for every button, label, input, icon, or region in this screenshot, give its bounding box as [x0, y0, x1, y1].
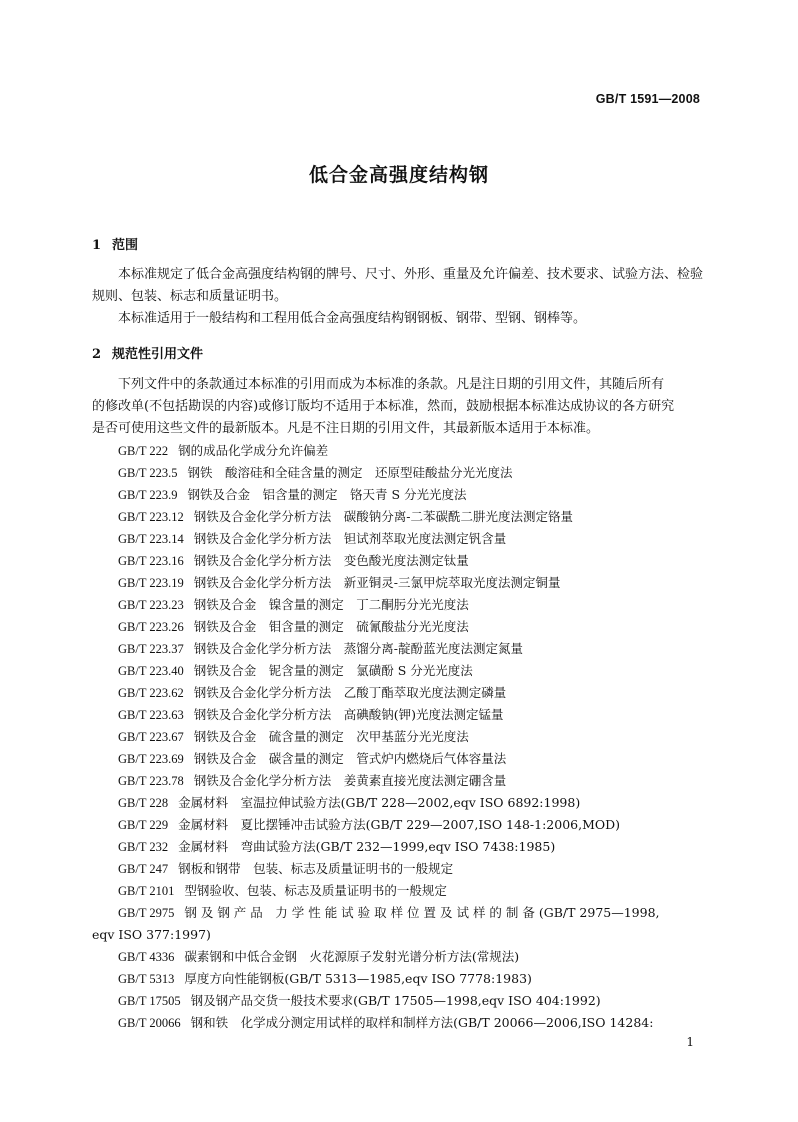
section-heading-normative-references: [92, 343, 203, 362]
paragraph: 本标准适用于一般结构和工程用低合金高强度结构钢钢板、钢带、型钢、钢棒等。: [118, 311, 587, 326]
reference-item: [118, 1012, 708, 1034]
reference-title: 钢铁及合金 硫含量的测定 次甲基蓝分光光度法: [193, 729, 469, 744]
reference-item: [118, 682, 708, 704]
reference-item: [118, 990, 708, 1012]
reference-code: GB/T 223.62: [118, 686, 184, 700]
reference-title: 钢铁及合金化学分析方法 新亚铜灵-三氯甲烷萃取光度法测定铜量: [193, 575, 561, 590]
reference-code: GB/T 223.63: [118, 708, 184, 722]
reference-code: GB/T 223.40: [118, 664, 184, 678]
reference-title: 钢铁及合金化学分析方法 变色酸光度法测定钛量: [193, 553, 469, 568]
reference-item: [118, 638, 708, 660]
reference-code: GB/T 223.9: [118, 488, 178, 502]
reference-item: [118, 660, 708, 682]
reference-continuation: eqv ISO 377:1997): [92, 927, 211, 942]
reference-code: GB/T 223.14: [118, 532, 184, 546]
reference-item: [118, 726, 708, 748]
reference-item: [118, 704, 708, 726]
reference-title: 金属材料 弯曲试验方法(GB/T 232—1999,eqv ISO 7438:1985): [178, 839, 556, 854]
reference-title: 钢铁及合金 碳含量的测定 管式炉内燃烧后气体容量法: [193, 751, 507, 766]
reference-title: 金属材料 室温拉伸试验方法(GB/T 228—2002,eqv ISO 6892:1998): [178, 795, 581, 810]
reference-item: [118, 792, 708, 814]
reference-title: 钢铁及合金化学分析方法 高碘酸钠(钾)光度法测定锰量: [193, 707, 504, 722]
reference-code: GB/T 223.37: [118, 642, 184, 656]
reference-item: [118, 836, 708, 858]
reference-code: GB/T 223.12: [118, 510, 184, 524]
reference-item: [118, 814, 708, 836]
reference-title: 钢 及 钢 产 品 力 学 性 能 试 验 取 样 位 置 及 试 样 的 制 备 (GB/T 2975—1998,: [184, 905, 660, 920]
reference-item: [118, 506, 708, 528]
reference-code: GB/T 223.78: [118, 774, 184, 788]
section-number: 2: [92, 347, 102, 362]
reference-title: 厚度方向性能钢板(GB/T 5313—1985,eqv ISO 7778:1983): [184, 971, 532, 986]
reference-title: 碳素钢和中低合金钢 火花源原子发射光谱分析方法(常规法): [184, 949, 520, 964]
reference-item: [118, 528, 708, 550]
reference-item: [118, 946, 708, 968]
reference-item: [118, 858, 708, 880]
reference-code: GB/T 4336: [118, 950, 175, 964]
reference-title: 钢及钢产品交货一般技术要求(GB/T 17505—1998,eqv ISO 404:1992): [190, 993, 601, 1008]
reference-code: GB/T 222: [118, 444, 169, 458]
reference-item: [118, 748, 708, 770]
reference-code: GB/T 223.19: [118, 576, 184, 590]
reference-code: GB/T 2101: [118, 884, 175, 898]
reference-code: GB/T 5313: [118, 972, 175, 986]
reference-code: GB/T 223.23: [118, 598, 184, 612]
reference-code: GB/T 247: [118, 862, 169, 876]
reference-title: 钢铁及合金化学分析方法 碳酸钠分离-二苯碳酰二肼光度法测定铬量: [193, 509, 573, 524]
reference-title: 钢铁及合金化学分析方法 钽试剂萃取光度法测定钒含量: [193, 531, 507, 546]
reference-title: 钢铁及合金 铝含量的测定 铬天青 S 分光光度法: [187, 487, 467, 502]
reference-code: GB/T 228: [118, 796, 169, 810]
reference-item: [118, 616, 708, 638]
reference-title: 钢铁及合金 镍含量的测定 丁二酮肟分光光度法: [193, 597, 469, 612]
reference-code: GB/T 223.5: [118, 466, 178, 480]
paragraph: 本标准规定了低合金高强度结构钢的牌号、尺寸、外形、重量及允许偏差、技术要求、试验方法、检验: [118, 267, 704, 282]
reference-title: 钢铁 酸溶硅和全硅含量的测定 还原型硅酸盐分光光度法: [187, 465, 513, 480]
reference-item: [118, 484, 708, 506]
reference-title: 钢和铁 化学成分测定用试样的取样和制样方法(GB/T 20066—2006,ISO 14284:: [190, 1015, 654, 1030]
section-title: 范围: [112, 238, 139, 253]
reference-code: GB/T 20066: [118, 1016, 181, 1030]
reference-title: 钢铁及合金化学分析方法 蒸馏分离-靛酚蓝光度法测定氮量: [193, 641, 523, 656]
paragraph: 的修改单(不包括勘误的内容)或修订版均不适用于本标准，然而，鼓励根据本标准达成协议的各方研究: [92, 399, 675, 414]
reference-code: GB/T 229: [118, 818, 169, 832]
reference-code: GB/T 2975: [118, 906, 175, 920]
reference-code: GB/T 223.67: [118, 730, 184, 744]
page-number: 1: [686, 1035, 694, 1049]
reference-title: 钢板和钢带 包装、标志及质量证明书的一般规定: [178, 861, 454, 876]
paragraph: 是否可使用这些文件的最新版本。凡是不注日期的引用文件，其最新版本适用于本标准。: [92, 421, 600, 436]
reference-code: GB/T 223.26: [118, 620, 184, 634]
reference-title: 钢铁及合金化学分析方法 姜黄素直接光度法测定硼含量: [193, 773, 507, 788]
reference-title: 钢铁及合金化学分析方法 乙酸丁酯萃取光度法测定磷量: [193, 685, 507, 700]
section-heading-scope: [92, 234, 138, 253]
section-title: 规范性引用文件: [112, 347, 204, 362]
document-title: 低合金高强度结构钢: [308, 164, 489, 186]
standard-code: GB/T 1591—2008: [595, 92, 700, 106]
paragraph: 下列文件中的条款通过本标准的引用而成为本标准的条款。凡是注日期的引用文件，其随后所有: [118, 377, 665, 392]
reference-item: [118, 440, 708, 462]
reference-item: [118, 462, 708, 484]
reference-item: [118, 902, 708, 924]
paragraph: 规则、包装、标志和质量证明书。: [92, 289, 288, 304]
reference-title: 型钢验收、包装、标志及质量证明书的一般规定: [184, 883, 447, 898]
reference-title: 钢铁及合金 钼含量的测定 硫氰酸盐分光光度法: [193, 619, 469, 634]
reference-code: GB/T 17505: [118, 994, 181, 1008]
reference-code: GB/T 232: [118, 840, 169, 854]
reference-title: 金属材料 夏比摆锤冲击试验方法(GB/T 229—2007,ISO 148-1:2006,MOD): [178, 817, 621, 832]
reference-item: [118, 550, 708, 572]
reference-item: [118, 594, 708, 616]
reference-code: GB/T 223.16: [118, 554, 184, 568]
reference-item: [118, 572, 708, 594]
reference-item: [118, 880, 708, 902]
reference-title: 钢的成品化学成分允许偏差: [178, 443, 329, 458]
reference-item: [118, 770, 708, 792]
reference-item: [118, 968, 708, 990]
reference-title: 钢铁及合金 铌含量的测定 氯磺酚 S 分光光度法: [193, 663, 473, 678]
section-number: 1: [92, 238, 102, 253]
reference-code: GB/T 223.69: [118, 752, 184, 766]
